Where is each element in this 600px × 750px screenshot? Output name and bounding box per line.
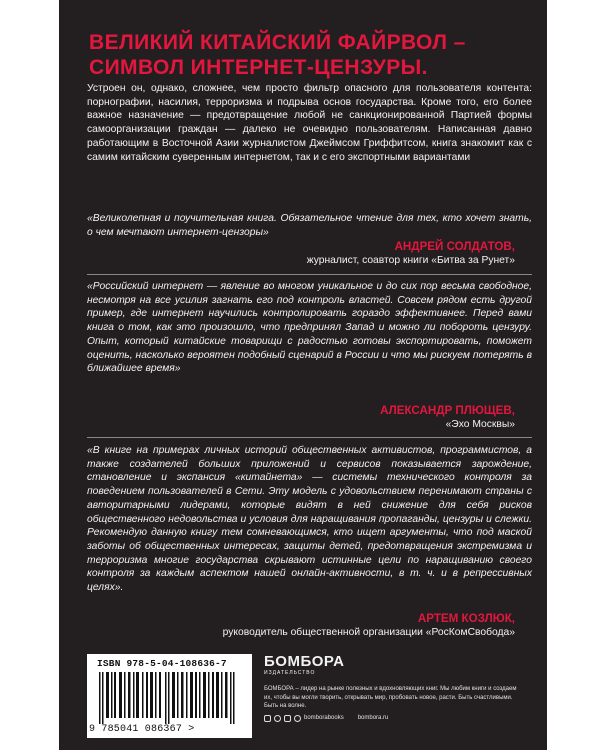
facebook-icon (284, 715, 291, 722)
intro-paragraph: Устроен он, однако, сложнее, чем просто фильтр опасного для пользователя контента: порнографии, насилия, терроризма и подрыва основ государства. Кроме того, его более важное назначение — предотвращение любой не санкционированной Партией формы самоорганизации граждан — далеко не очевидно пользователям. Написанная давно работающим в Восточной Азии журналистом Джеймсом Гриффитсом, книга знакомит как с самим китайским суверенным интернетом, так и с его экспортными вариантами (87, 83, 532, 163)
instagram-icon (274, 715, 281, 722)
barcode-icon (95, 672, 245, 724)
quote-attribution (307, 240, 515, 267)
quote-author-name: АНДРЕЙ СОЛДАТОВ, (394, 240, 515, 253)
barcode-box (87, 654, 252, 738)
divider (87, 274, 532, 275)
quote-text: «В книге на примерах личных историй общественных активистов, программистов, а также создателей больших приложений и сервисов показывается зарождение, становление и экспансия «китайнета» — системы технического контроля за поведением пользователей в Сети. Эту модель с удовольствием перенимают страны с авторитарными лидерами, которые видят в ней снижение для себя рисков общественного недовольства и условия для наращивания пропаганды, цензуры и слежки. Рекомендую данную книгу тем сомневающимся, кто ищет аргументы, что под маской заботы об общественных интересах, защиты детей, предотвращения экстремизма и терроризма многие государства скрывают истинные цели по наращиванию своего контроля за каждым аспектом нашей онлайн-активности, в т. ч. и в репрессивных целях». (87, 445, 532, 594)
headline (89, 30, 529, 80)
quote-author-role: журналист, соавтор книги «Битва за Рунет» (306, 255, 515, 266)
barcode-digits: 9 785041 086367 > (89, 724, 195, 735)
quote-author-role: руководитель общественной организации «РосКомСвобода» (222, 627, 515, 638)
divider (87, 437, 532, 438)
quote-author-name: АРТЕМ КОЗЛЮК, (417, 612, 515, 625)
vk-icon (264, 715, 271, 722)
isbn-text: ISBN 978-5-04-108636-7 (97, 658, 227, 669)
publisher-website: bombora.ru (357, 714, 389, 721)
headline-line-1: ВЕЛИКИЙ КИТАЙСКИЙ ФАЙРВОЛ – (89, 31, 466, 54)
publisher-social (264, 714, 524, 723)
publisher-slogan: БОМБОРА – лидер на рынке полезных и вдохновляющих книг. Мы любим книги и создаем их, чтобы вы могли творить, открывать мир, пробовать новое, расти. Быть счастливыми. Быть на волне. (264, 686, 517, 709)
quote-text: «Российский интернет — явление во многом уникальное и до сих пор весьма свободное, несмотря на все усилия загнать его под контроль властей. Совсем рядом есть другой пример, где интернет научились контролировать гораздо эффективнее. Перед вами книга о том, как это произошло, что предпринял Запад и можно ли побороть цензуру. Опыт, который китайские товарищи с радостью готовы экспортировать, поможет оценить, насколько вероятен подобный сценарий в России и что мы рискуем потерять в ближайшее время» (87, 281, 532, 375)
quote-attribution (380, 404, 515, 431)
publisher-logo: БОМБОРА (264, 653, 345, 670)
youtube-icon (294, 715, 301, 722)
quote-attribution (223, 612, 515, 639)
quote-author-role: «Эхо Москвы» (445, 419, 515, 430)
book-back-cover (59, 0, 547, 750)
headline-line-2: СИМВОЛ ИНТЕРНЕТ-ЦЕНЗУРЫ. (89, 56, 428, 79)
social-handle: bomborabooks (304, 714, 344, 721)
publisher-logo-subtitle: ИЗДАТЕЛЬСТВО (264, 670, 316, 676)
quote-text: «Великолепная и поучительная книга. Обязательное чтение для тех, кто хочет знать, о чем мечтают интернет-цензоры» (87, 213, 532, 238)
quote-author-name: АЛЕКСАНДР ПЛЮЩЕВ, (380, 404, 515, 417)
publisher-block (264, 654, 524, 723)
